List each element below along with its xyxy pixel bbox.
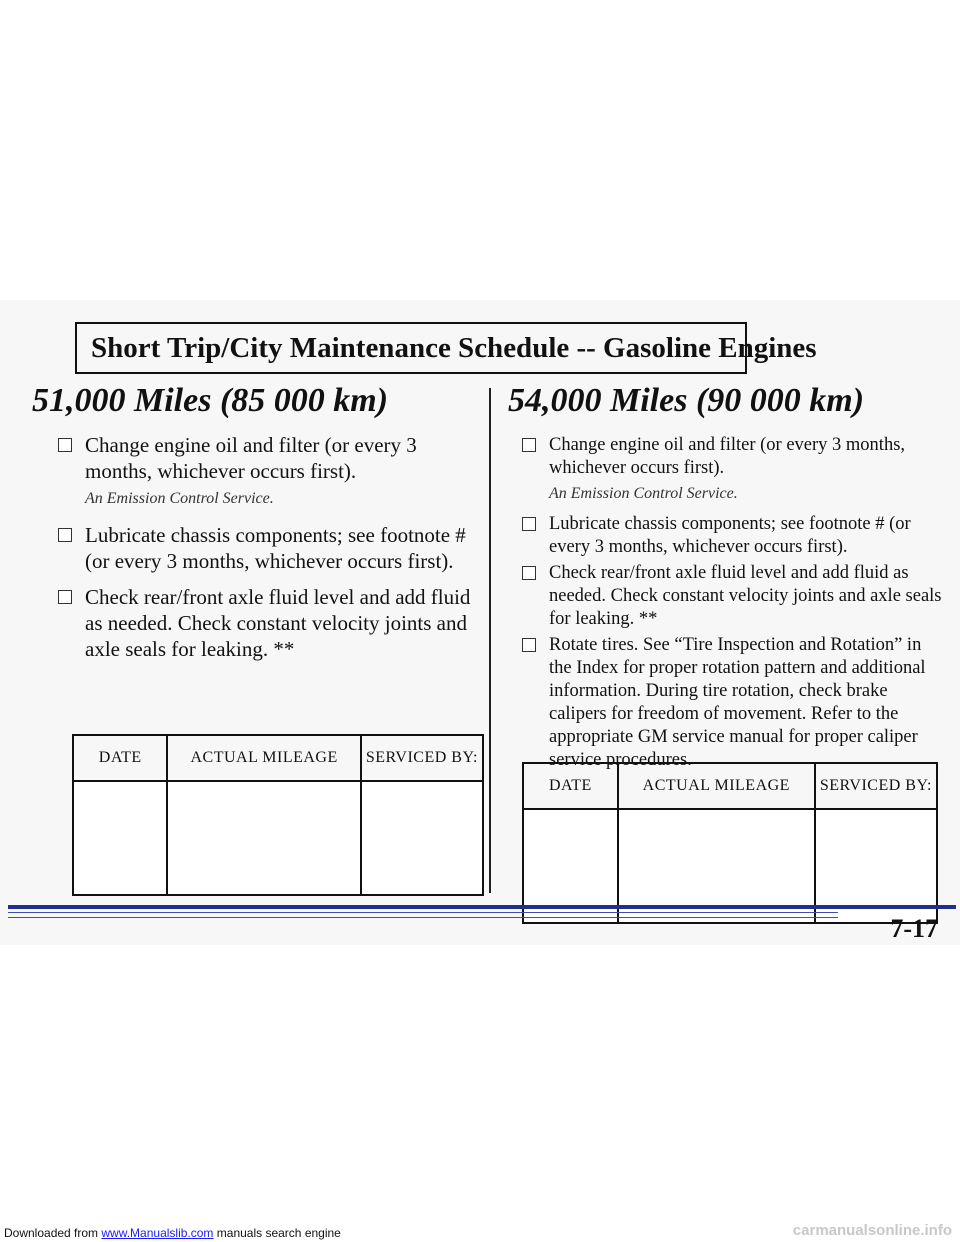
- list-item: [58, 584, 478, 662]
- mileage-cell[interactable]: [167, 781, 360, 895]
- footer-rule-thin: [8, 912, 838, 913]
- list-item: [522, 562, 942, 631]
- right-service-list: [522, 434, 942, 775]
- left-mileage-heading: 51,000 Miles (85 000 km): [32, 382, 389, 419]
- left-service-list: [58, 432, 478, 672]
- download-footer: [4, 1226, 341, 1240]
- service-text: Rotate tires. See “Tire Inspection and Rotation” in the Index for proper rotation pattern and additional information. During tire rotation, check brake calipers for freedom of movement. Refer to the appropriate GM service manual for proper caliper service procedures.: [549, 635, 926, 770]
- service-text: Change engine oil and filter (or every 3 months, whichever occurs first).: [549, 435, 906, 478]
- serviced-by-header: SERVICED BY:: [361, 735, 483, 781]
- list-item: [522, 513, 942, 559]
- list-item: [58, 522, 478, 574]
- checkbox-icon[interactable]: [522, 566, 536, 580]
- list-item: [58, 432, 478, 512]
- checkbox-icon[interactable]: [522, 438, 536, 452]
- serviced-by-cell[interactable]: [361, 781, 483, 895]
- column-divider: [489, 388, 491, 893]
- date-cell[interactable]: [73, 781, 167, 895]
- date-header: DATE: [523, 763, 618, 809]
- footer-prefix: Downloaded from: [4, 1226, 102, 1240]
- service-text: Lubricate chassis components; see footnote # (or every 3 months, whichever occurs first).: [85, 523, 466, 573]
- service-text: Change engine oil and filter (or every 3 months, whichever occurs first).: [85, 433, 417, 483]
- serviced-by-header: SERVICED BY:: [815, 763, 937, 809]
- checkbox-icon[interactable]: [58, 528, 72, 542]
- service-text: Lubricate chassis components; see footnote # (or every 3 months, whichever occurs first).: [549, 514, 911, 557]
- emission-note: An Emission Control Service.: [85, 490, 274, 507]
- mileage-header: ACTUAL MILEAGE: [618, 763, 815, 809]
- list-item: [522, 634, 942, 772]
- right-mileage-heading: 54,000 Miles (90 000 km): [508, 382, 865, 419]
- emission-note: An Emission Control Service.: [549, 485, 738, 502]
- right-service-log-table: [522, 762, 938, 924]
- footer-suffix: manuals search engine: [213, 1226, 341, 1240]
- checkbox-icon[interactable]: [58, 438, 72, 452]
- checkbox-icon[interactable]: [522, 517, 536, 531]
- list-item: [522, 434, 942, 505]
- left-service-log-table: [72, 734, 484, 896]
- schedule-title: Short Trip/City Maintenance Schedule -- Gasoline Engines: [75, 322, 747, 374]
- checkbox-icon[interactable]: [522, 638, 536, 652]
- checkbox-icon[interactable]: [58, 590, 72, 604]
- site-watermark: carmanualsonline.info: [792, 1222, 952, 1239]
- manualslib-link[interactable]: www.Manualslib.com: [101, 1226, 214, 1240]
- page-number: 7-17: [890, 914, 938, 943]
- service-text: Check rear/front axle fluid level and add fluid as needed. Check constant velocity joints and axle seals for leaking. **: [549, 563, 942, 629]
- date-header: DATE: [73, 735, 167, 781]
- service-text: Check rear/front axle fluid level and add fluid as needed. Check constant velocity joints and axle seals for leaking. **: [85, 585, 471, 661]
- footer-rule-thick: [8, 905, 956, 909]
- mileage-header: ACTUAL MILEAGE: [167, 735, 360, 781]
- footer-rule-thin: [8, 917, 838, 918]
